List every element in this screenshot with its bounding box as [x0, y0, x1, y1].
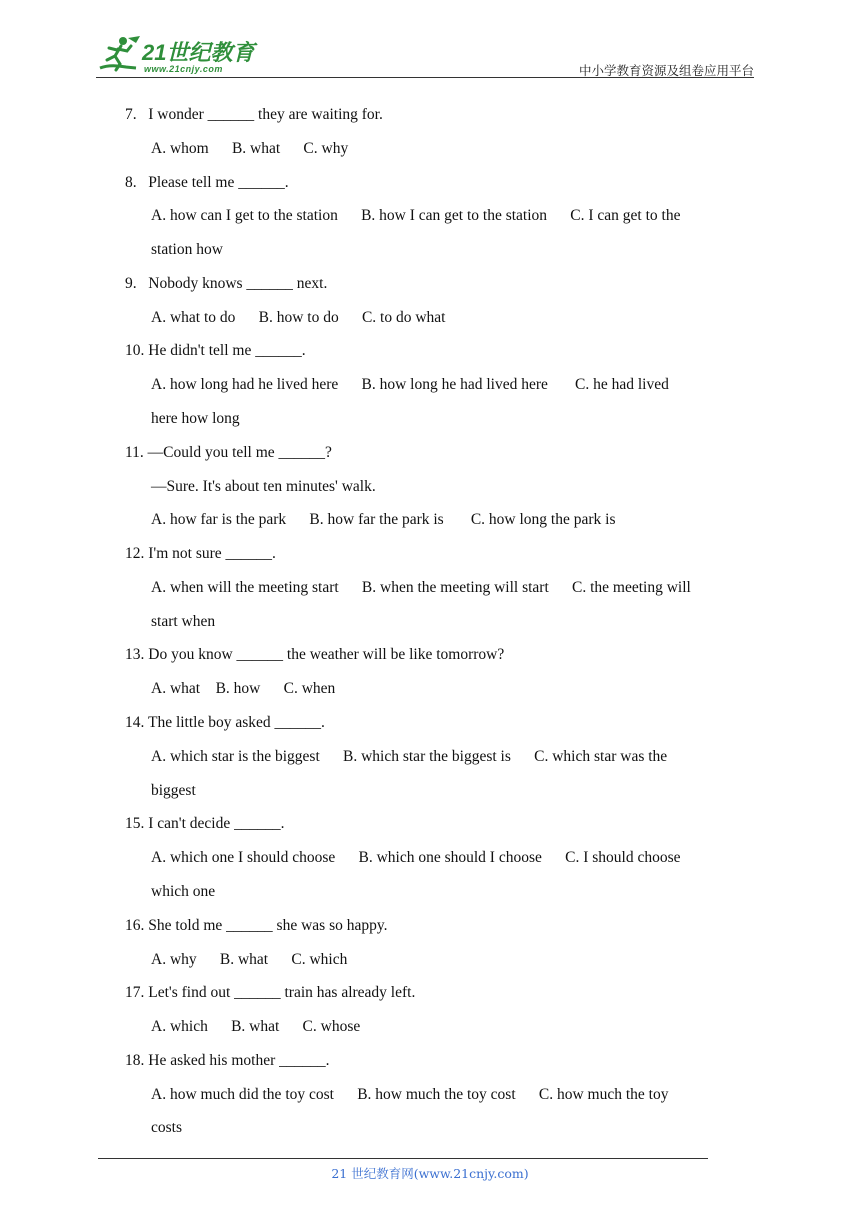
answer-options: A. when will the meeting start B. when the meeting will start C. the meeting will — [151, 578, 691, 596]
logo-url: www.21cnjy.com — [144, 64, 223, 74]
answer-options: —Sure. It's about ten minutes' walk. — [151, 477, 376, 495]
answer-options: A. which B. what C. whose — [151, 1018, 361, 1036]
question-text: 16. She told me ______ she was so happy. — [125, 916, 388, 934]
logo-title: 21世纪教育 — [142, 40, 255, 65]
question-text: 17. Let's find out ______ train has already left. — [125, 984, 416, 1002]
answer-options: biggest — [151, 781, 196, 799]
question-text: 14. The little boy asked ______. — [125, 714, 325, 732]
question-text: 15. I can't decide ______. — [125, 815, 285, 833]
question-text: 11. —Could you tell me ______? — [125, 443, 332, 461]
answer-options: A. how can I get to the station B. how I can get to the station C. I can get to the — [151, 207, 681, 225]
answer-options: A. what B. how C. when — [151, 680, 336, 698]
answer-options: A. how far is the park B. how far the park is C. how long the park is — [151, 511, 616, 529]
answer-options: A. which star is the biggest B. which star the biggest is C. which star was the — [151, 747, 668, 765]
question-text: 12. I'm not sure ______. — [125, 545, 276, 563]
answer-options: start when — [151, 612, 216, 630]
answer-options: here how long — [151, 410, 240, 428]
footer-link[interactable]: 21 世纪教育网(www.21cnjy.com) — [331, 1166, 529, 1181]
site-tagline: 中小学教育资源及组卷应用平台 — [578, 63, 754, 78]
answer-options: A. which one I should choose B. which one should I choose C. I should choose — [151, 849, 681, 867]
answer-options: A. whom B. what C. why — [151, 139, 349, 157]
answer-options: A. how long had he lived here B. how long he had lived here C. he had lived — [151, 376, 669, 394]
question-text: 9. Nobody knows ______ next. — [125, 274, 328, 292]
answer-options: A. what to do B. how to do C. to do what — [151, 308, 446, 326]
question-text: 7. I wonder ______ they are waiting for. — [125, 106, 383, 123]
question-text: 10. He didn't tell me ______. — [125, 342, 306, 360]
answer-options: A. how much did the toy cost B. how much the toy cost C. how much the toy — [151, 1085, 669, 1103]
answer-options: station how — [151, 241, 223, 259]
question-text: 13. Do you know ______ the weather will be like tomorrow? — [125, 646, 505, 664]
answer-options: which one — [151, 882, 216, 900]
footer-divider — [98, 1158, 708, 1159]
question-text: 8. Please tell me ______. — [125, 173, 289, 191]
question-text: 18. He asked his mother ______. — [125, 1051, 330, 1069]
answer-options: costs — [151, 1119, 182, 1137]
answer-options: A. why B. what C. which — [151, 950, 348, 968]
